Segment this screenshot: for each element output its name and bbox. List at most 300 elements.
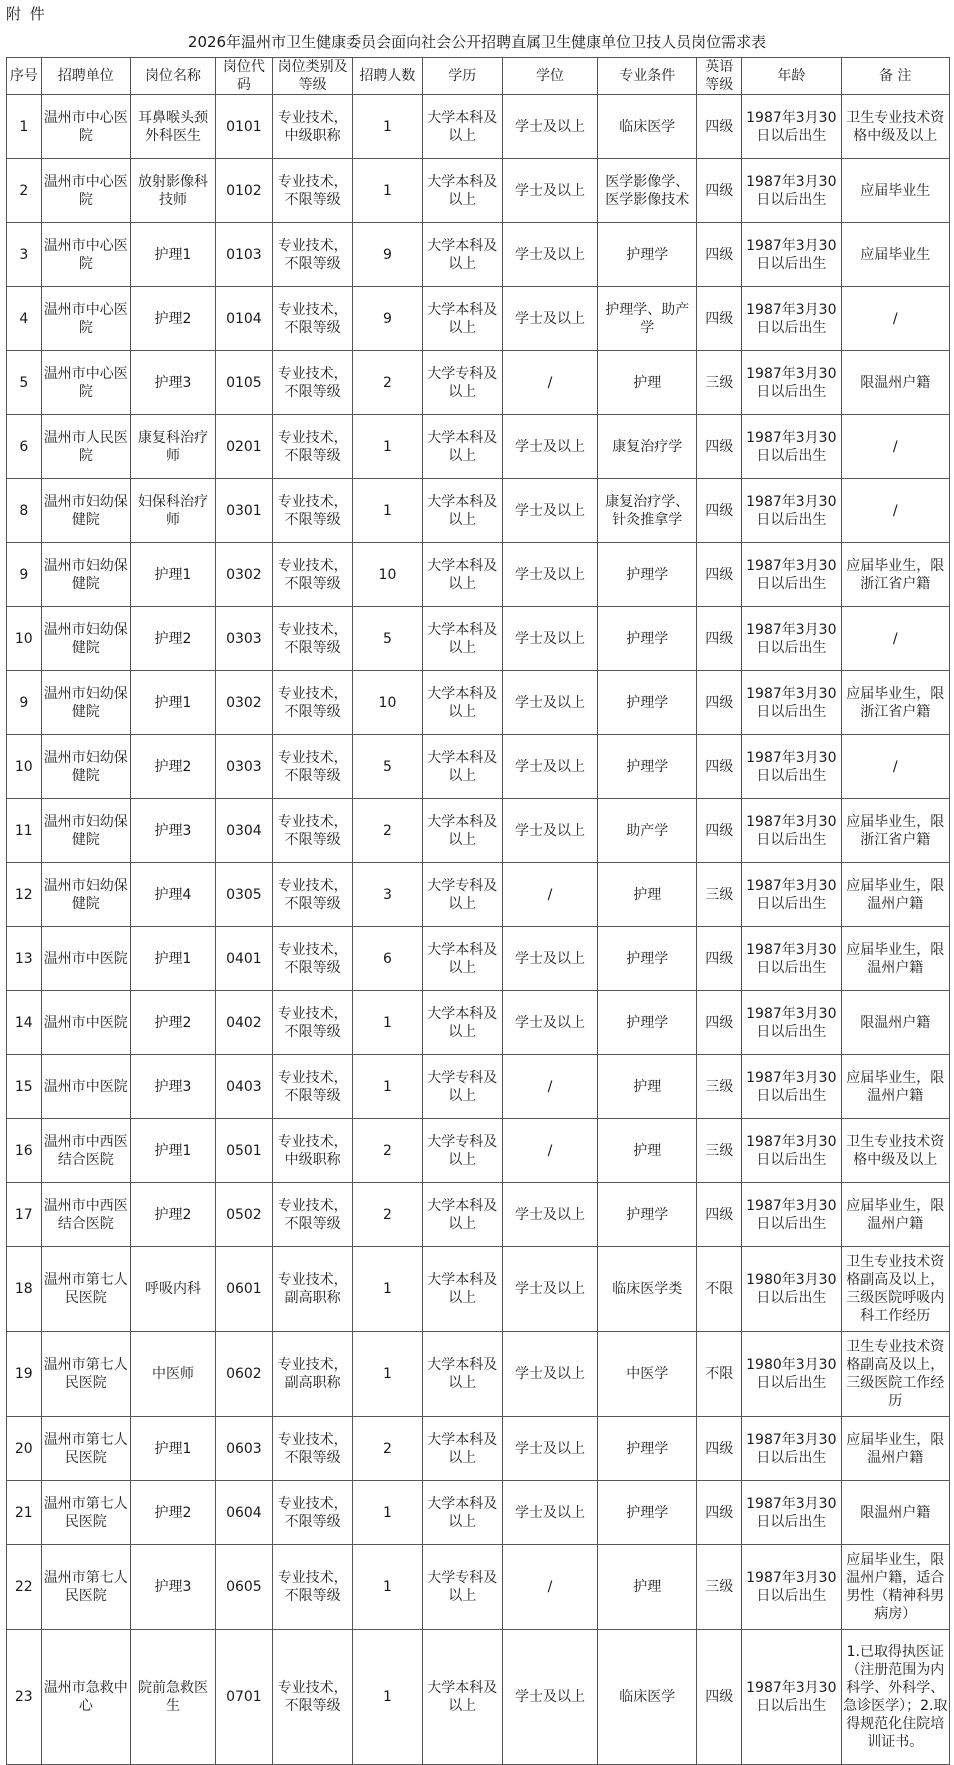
header-cell: 专业条件	[597, 58, 696, 95]
degree-cell: 学士及以上	[503, 927, 598, 991]
position-code-cell: 0501	[215, 1119, 272, 1183]
position-code-cell: 0304	[215, 799, 272, 863]
age-requirement-cell: 1987年3月30日以后出生	[742, 1183, 841, 1247]
age-requirement-cell: 1987年3月30日以后出生	[742, 479, 841, 543]
position-code-cell: 0303	[215, 607, 272, 671]
remarks-cell: /	[841, 479, 949, 543]
table-row	[7, 543, 950, 607]
row-number-cell: 12	[7, 863, 42, 927]
remarks-cell: 卫生专业技术资格中级及以上	[841, 1119, 949, 1183]
education-cell: 大学本科及以上	[422, 1417, 502, 1481]
age-requirement-cell: 1987年3月30日以后出生	[742, 223, 841, 287]
hiring-count-cell: 9	[353, 287, 422, 351]
hiring-unit-cell: 温州市第七人民医院	[41, 1247, 130, 1332]
remarks-cell: 限温州户籍	[841, 1481, 949, 1545]
remarks-cell: 卫生专业技术资格副高及以上，三级医院呼吸内科工作经历	[841, 1247, 949, 1332]
degree-cell: /	[503, 1119, 598, 1183]
header-cell: 学位	[503, 58, 598, 95]
row-number-cell: 6	[7, 415, 42, 479]
age-requirement-cell: 1987年3月30日以后出生	[742, 543, 841, 607]
position-category-cell: 专业技术，不限等级	[272, 1417, 352, 1481]
hiring-count-cell: 2	[353, 1183, 422, 1247]
age-requirement-cell: 1987年3月30日以后出生	[742, 1055, 841, 1119]
position-code-cell: 0105	[215, 351, 272, 415]
major-requirement-cell: 康复治疗学	[597, 415, 696, 479]
row-number-cell: 4	[7, 287, 42, 351]
row-number-cell: 10	[7, 735, 42, 799]
hiring-count-cell: 2	[353, 799, 422, 863]
position-category-cell: 专业技术，不限等级	[272, 671, 352, 735]
english-level-cell: 四级	[697, 927, 742, 991]
position-category-cell: 专业技术，中级职称	[272, 95, 352, 159]
position-code-cell: 0701	[215, 1630, 272, 1765]
degree-cell: 学士及以上	[503, 607, 598, 671]
position-name-cell: 中医师	[131, 1332, 216, 1417]
english-level-cell: 三级	[697, 1545, 742, 1630]
hiring-unit-cell: 温州市第七人民医院	[41, 1332, 130, 1417]
hiring-unit-cell: 温州市妇幼保健院	[41, 671, 130, 735]
education-cell: 大学专科及以上	[422, 863, 502, 927]
education-cell: 大学本科及以上	[422, 735, 502, 799]
position-name-cell: 护理1	[131, 671, 216, 735]
job-requirements-table	[6, 57, 950, 1765]
row-number-cell: 3	[7, 223, 42, 287]
position-code-cell: 0201	[215, 415, 272, 479]
education-cell: 大学本科及以上	[422, 95, 502, 159]
english-level-cell: 四级	[697, 1481, 742, 1545]
english-level-cell: 四级	[697, 287, 742, 351]
major-requirement-cell: 护理学	[597, 1183, 696, 1247]
position-category-cell: 专业技术，不限等级	[272, 351, 352, 415]
remarks-cell: /	[841, 415, 949, 479]
major-requirement-cell: 护理学	[597, 927, 696, 991]
position-name-cell: 院前急救医生	[131, 1630, 216, 1765]
english-level-cell: 四级	[697, 1630, 742, 1765]
major-requirement-cell: 护理学	[597, 1417, 696, 1481]
position-code-cell: 0301	[215, 479, 272, 543]
table-row	[7, 159, 950, 223]
education-cell: 大学本科及以上	[422, 415, 502, 479]
remarks-cell: 应届毕业生，限温州户籍，适合男性（精神科男病房）	[841, 1545, 949, 1630]
table-row	[7, 95, 950, 159]
table-body	[7, 95, 950, 1765]
table-row	[7, 1481, 950, 1545]
table-row	[7, 479, 950, 543]
remarks-cell: 应届毕业生，限温州户籍	[841, 1055, 949, 1119]
remarks-cell: /	[841, 735, 949, 799]
age-requirement-cell: 1987年3月30日以后出生	[742, 735, 841, 799]
remarks-cell: 应届毕业生	[841, 159, 949, 223]
hiring-unit-cell: 温州市第七人民医院	[41, 1545, 130, 1630]
major-requirement-cell: 护理	[597, 1545, 696, 1630]
position-code-cell: 0601	[215, 1247, 272, 1332]
row-number-cell: 17	[7, 1183, 42, 1247]
hiring-count-cell: 5	[353, 607, 422, 671]
english-level-cell: 四级	[697, 671, 742, 735]
degree-cell: 学士及以上	[503, 799, 598, 863]
major-requirement-cell: 助产学	[597, 799, 696, 863]
row-number-cell: 13	[7, 927, 42, 991]
major-requirement-cell: 护理学、助产学	[597, 287, 696, 351]
position-name-cell: 护理3	[131, 799, 216, 863]
position-name-cell: 放射影像科技师	[131, 159, 216, 223]
education-cell: 大学本科及以上	[422, 927, 502, 991]
major-requirement-cell: 护理学	[597, 607, 696, 671]
position-code-cell: 0302	[215, 543, 272, 607]
row-number-cell: 8	[7, 479, 42, 543]
position-category-cell: 专业技术，不限等级	[272, 415, 352, 479]
education-cell: 大学专科及以上	[422, 1119, 502, 1183]
english-level-cell: 四级	[697, 1417, 742, 1481]
age-requirement-cell: 1987年3月30日以后出生	[742, 287, 841, 351]
position-code-cell: 0402	[215, 991, 272, 1055]
degree-cell: /	[503, 1545, 598, 1630]
age-requirement-cell: 1987年3月30日以后出生	[742, 1119, 841, 1183]
hiring-unit-cell: 温州市急救中心	[41, 1630, 130, 1765]
row-number-cell: 21	[7, 1481, 42, 1545]
position-code-cell: 0403	[215, 1055, 272, 1119]
hiring-count-cell: 9	[353, 223, 422, 287]
hiring-count-cell: 1	[353, 1247, 422, 1332]
major-requirement-cell: 医学影像学、医学影像技术	[597, 159, 696, 223]
remarks-cell: /	[841, 287, 949, 351]
remarks-cell: 应届毕业生，限温州户籍	[841, 863, 949, 927]
degree-cell: 学士及以上	[503, 543, 598, 607]
hiring-unit-cell: 温州市妇幼保健院	[41, 735, 130, 799]
position-code-cell: 0104	[215, 287, 272, 351]
table-row	[7, 1545, 950, 1630]
age-requirement-cell: 1987年3月30日以后出生	[742, 1545, 841, 1630]
education-cell: 大学本科及以上	[422, 543, 502, 607]
hiring-count-cell: 10	[353, 543, 422, 607]
age-requirement-cell: 1987年3月30日以后出生	[742, 863, 841, 927]
position-category-cell: 专业技术，不限等级	[272, 927, 352, 991]
header-cell: 备 注	[841, 58, 949, 95]
hiring-unit-cell: 温州市妇幼保健院	[41, 479, 130, 543]
remarks-cell: 限温州户籍	[841, 991, 949, 1055]
position-code-cell: 0502	[215, 1183, 272, 1247]
age-requirement-cell: 1987年3月30日以后出生	[742, 671, 841, 735]
english-level-cell: 四级	[697, 991, 742, 1055]
age-requirement-cell: 1987年3月30日以后出生	[742, 927, 841, 991]
position-code-cell: 0305	[215, 863, 272, 927]
position-code-cell: 0101	[215, 95, 272, 159]
row-number-cell: 23	[7, 1630, 42, 1765]
header-cell: 英语等级	[697, 58, 742, 95]
education-cell: 大学本科及以上	[422, 1247, 502, 1332]
position-name-cell: 护理1	[131, 927, 216, 991]
major-requirement-cell: 中医学	[597, 1332, 696, 1417]
major-requirement-cell: 临床医学类	[597, 1247, 696, 1332]
hiring-count-cell: 2	[353, 1417, 422, 1481]
position-category-cell: 专业技术，不限等级	[272, 543, 352, 607]
major-requirement-cell: 护理学	[597, 543, 696, 607]
hiring-unit-cell: 温州市中医院	[41, 1055, 130, 1119]
hiring-unit-cell: 温州市中心医院	[41, 287, 130, 351]
header-cell: 招聘人数	[353, 58, 422, 95]
table-row	[7, 351, 950, 415]
row-number-cell: 20	[7, 1417, 42, 1481]
english-level-cell: 四级	[697, 735, 742, 799]
header-cell: 岗位类别及等级	[272, 58, 352, 95]
age-requirement-cell: 1987年3月30日以后出生	[742, 991, 841, 1055]
position-category-cell: 专业技术，不限等级	[272, 607, 352, 671]
education-cell: 大学专科及以上	[422, 1545, 502, 1630]
major-requirement-cell: 护理学	[597, 735, 696, 799]
hiring-count-cell: 1	[353, 415, 422, 479]
english-level-cell: 三级	[697, 1119, 742, 1183]
hiring-count-cell: 2	[353, 1119, 422, 1183]
hiring-count-cell: 5	[353, 735, 422, 799]
major-requirement-cell: 康复治疗学、针灸推拿学	[597, 479, 696, 543]
age-requirement-cell: 1980年3月30日以后出生	[742, 1247, 841, 1332]
position-category-cell: 专业技术，中级职称	[272, 1119, 352, 1183]
degree-cell: 学士及以上	[503, 1183, 598, 1247]
position-code-cell: 0103	[215, 223, 272, 287]
position-code-cell: 0303	[215, 735, 272, 799]
position-code-cell: 0603	[215, 1417, 272, 1481]
hiring-count-cell: 3	[353, 863, 422, 927]
hiring-count-cell: 1	[353, 95, 422, 159]
degree-cell: /	[503, 1055, 598, 1119]
degree-cell: /	[503, 863, 598, 927]
hiring-count-cell: 1	[353, 159, 422, 223]
position-code-cell: 0102	[215, 159, 272, 223]
english-level-cell: 四级	[697, 95, 742, 159]
education-cell: 大学本科及以上	[422, 1630, 502, 1765]
header-cell: 序号	[7, 58, 42, 95]
degree-cell: 学士及以上	[503, 1417, 598, 1481]
position-name-cell: 护理1	[131, 223, 216, 287]
education-cell: 大学本科及以上	[422, 479, 502, 543]
position-name-cell: 护理3	[131, 1545, 216, 1630]
remarks-cell: 应届毕业生，限温州户籍	[841, 927, 949, 991]
remarks-cell: /	[841, 607, 949, 671]
table-row	[7, 863, 950, 927]
degree-cell: /	[503, 351, 598, 415]
english-level-cell: 三级	[697, 351, 742, 415]
position-category-cell: 专业技术，不限等级	[272, 1545, 352, 1630]
hiring-unit-cell: 温州市第七人民医院	[41, 1417, 130, 1481]
education-cell: 大学本科及以上	[422, 159, 502, 223]
education-cell: 大学本科及以上	[422, 991, 502, 1055]
education-cell: 大学本科及以上	[422, 1481, 502, 1545]
row-number-cell: 1	[7, 95, 42, 159]
education-cell: 大学本科及以上	[422, 223, 502, 287]
row-number-cell: 15	[7, 1055, 42, 1119]
position-category-cell: 专业技术，不限等级	[272, 1183, 352, 1247]
remarks-cell: 应届毕业生，限温州户籍	[841, 1417, 949, 1481]
hiring-unit-cell: 温州市中医院	[41, 991, 130, 1055]
table-row	[7, 223, 950, 287]
hiring-count-cell: 1	[353, 1481, 422, 1545]
remarks-cell: 应届毕业生，限浙江省户籍	[841, 671, 949, 735]
table-row	[7, 415, 950, 479]
row-number-cell: 19	[7, 1332, 42, 1417]
position-name-cell: 护理1	[131, 543, 216, 607]
english-level-cell: 四级	[697, 159, 742, 223]
remarks-cell: 应届毕业生，限温州户籍	[841, 1183, 949, 1247]
english-level-cell: 三级	[697, 1055, 742, 1119]
table-row	[7, 287, 950, 351]
education-cell: 大学本科及以上	[422, 287, 502, 351]
hiring-count-cell: 1	[353, 479, 422, 543]
english-level-cell: 四级	[697, 607, 742, 671]
major-requirement-cell: 护理	[597, 351, 696, 415]
position-category-cell: 专业技术，不限等级	[272, 799, 352, 863]
position-category-cell: 专业技术，副高职称	[272, 1247, 352, 1332]
remarks-cell: 应届毕业生，限浙江省户籍	[841, 543, 949, 607]
position-name-cell: 护理1	[131, 1119, 216, 1183]
header-cell: 岗位名称	[131, 58, 216, 95]
position-name-cell: 护理2	[131, 735, 216, 799]
education-cell: 大学专科及以上	[422, 351, 502, 415]
major-requirement-cell: 护理	[597, 863, 696, 927]
hiring-count-cell: 2	[353, 351, 422, 415]
position-category-cell: 专业技术，不限等级	[272, 479, 352, 543]
english-level-cell: 四级	[697, 799, 742, 863]
header-cell: 招聘单位	[41, 58, 130, 95]
age-requirement-cell: 1987年3月30日以后出生	[742, 351, 841, 415]
position-name-cell: 护理2	[131, 607, 216, 671]
header-cell: 年龄	[742, 58, 841, 95]
header-cell: 学历	[422, 58, 502, 95]
major-requirement-cell: 护理	[597, 1119, 696, 1183]
hiring-unit-cell: 温州市中心医院	[41, 223, 130, 287]
table-row	[7, 1119, 950, 1183]
position-category-cell: 专业技术，不限等级	[272, 1481, 352, 1545]
major-requirement-cell: 护理学	[597, 671, 696, 735]
table-row	[7, 991, 950, 1055]
english-level-cell: 三级	[697, 863, 742, 927]
major-requirement-cell: 护理	[597, 1055, 696, 1119]
row-number-cell: 16	[7, 1119, 42, 1183]
degree-cell: 学士及以上	[503, 1247, 598, 1332]
english-level-cell: 不限	[697, 1247, 742, 1332]
remarks-cell: 卫生专业技术资格中级及以上	[841, 95, 949, 159]
position-code-cell: 0604	[215, 1481, 272, 1545]
major-requirement-cell: 临床医学	[597, 95, 696, 159]
position-name-cell: 护理3	[131, 1055, 216, 1119]
table-row	[7, 1417, 950, 1481]
table-row	[7, 607, 950, 671]
position-category-cell: 专业技术，不限等级	[272, 1055, 352, 1119]
degree-cell: 学士及以上	[503, 671, 598, 735]
hiring-count-cell: 6	[353, 927, 422, 991]
row-number-cell: 14	[7, 991, 42, 1055]
english-level-cell: 四级	[697, 415, 742, 479]
degree-cell: 学士及以上	[503, 1630, 598, 1765]
position-name-cell: 妇保科治疗师	[131, 479, 216, 543]
english-level-cell: 四级	[697, 543, 742, 607]
degree-cell: 学士及以上	[503, 415, 598, 479]
position-name-cell: 护理3	[131, 351, 216, 415]
degree-cell: 学士及以上	[503, 735, 598, 799]
position-name-cell: 护理2	[131, 1481, 216, 1545]
row-number-cell: 2	[7, 159, 42, 223]
position-category-cell: 专业技术，不限等级	[272, 991, 352, 1055]
row-number-cell: 22	[7, 1545, 42, 1630]
position-name-cell: 护理2	[131, 991, 216, 1055]
row-number-cell: 18	[7, 1247, 42, 1332]
age-requirement-cell: 1980年3月30日以后出生	[742, 1332, 841, 1417]
hiring-unit-cell: 温州市中西医结合医院	[41, 1183, 130, 1247]
hiring-unit-cell: 温州市中医院	[41, 927, 130, 991]
major-requirement-cell: 护理学	[597, 223, 696, 287]
position-name-cell: 耳鼻喉头颈外科医生	[131, 95, 216, 159]
degree-cell: 学士及以上	[503, 159, 598, 223]
hiring-unit-cell: 温州市第七人民医院	[41, 1481, 130, 1545]
hiring-unit-cell: 温州市妇幼保健院	[41, 863, 130, 927]
position-category-cell: 专业技术，不限等级	[272, 287, 352, 351]
hiring-count-cell: 1	[353, 1545, 422, 1630]
hiring-unit-cell: 温州市妇幼保健院	[41, 543, 130, 607]
hiring-count-cell: 10	[353, 671, 422, 735]
remarks-cell: 应届毕业生，限浙江省户籍	[841, 799, 949, 863]
hiring-unit-cell: 温州市中心医院	[41, 351, 130, 415]
position-name-cell: 护理2	[131, 287, 216, 351]
row-number-cell: 9	[7, 543, 42, 607]
table-row	[7, 1055, 950, 1119]
header-cell: 岗位代码	[215, 58, 272, 95]
position-category-cell: 专业技术，不限等级	[272, 1630, 352, 1765]
hiring-count-cell: 1	[353, 1332, 422, 1417]
english-level-cell: 不限	[697, 1332, 742, 1417]
hiring-count-cell: 1	[353, 1630, 422, 1765]
table-row	[7, 1183, 950, 1247]
degree-cell: 学士及以上	[503, 287, 598, 351]
degree-cell: 学士及以上	[503, 95, 598, 159]
position-name-cell: 护理1	[131, 1417, 216, 1481]
remarks-cell: 卫生专业技术资格副高及以上，三级医院工作经历	[841, 1332, 949, 1417]
major-requirement-cell: 护理学	[597, 1481, 696, 1545]
hiring-unit-cell: 温州市中心医院	[41, 95, 130, 159]
row-number-cell: 10	[7, 607, 42, 671]
position-code-cell: 0302	[215, 671, 272, 735]
english-level-cell: 四级	[697, 1183, 742, 1247]
hiring-unit-cell: 温州市中西医结合医院	[41, 1119, 130, 1183]
table-row	[7, 799, 950, 863]
remarks-cell: 应届毕业生	[841, 223, 949, 287]
age-requirement-cell: 1987年3月30日以后出生	[742, 799, 841, 863]
degree-cell: 学士及以上	[503, 1481, 598, 1545]
row-number-cell: 5	[7, 351, 42, 415]
remarks-cell: 1.已取得执医证（注册范围为内科学、外科学、急诊医学）；2.取得规范化住院培训证书。	[841, 1630, 949, 1765]
position-name-cell: 康复科治疗师	[131, 415, 216, 479]
position-name-cell: 呼吸内科	[131, 1247, 216, 1332]
remarks-cell: 限温州户籍	[841, 351, 949, 415]
degree-cell: 学士及以上	[503, 479, 598, 543]
table-row	[7, 1630, 950, 1765]
position-code-cell: 0602	[215, 1332, 272, 1417]
header-row	[7, 58, 950, 95]
age-requirement-cell: 1987年3月30日以后出生	[742, 159, 841, 223]
education-cell: 大学专科及以上	[422, 1055, 502, 1119]
position-code-cell: 0401	[215, 927, 272, 991]
position-code-cell: 0605	[215, 1545, 272, 1630]
position-category-cell: 专业技术，不限等级	[272, 735, 352, 799]
education-cell: 大学本科及以上	[422, 607, 502, 671]
hiring-unit-cell: 温州市中心医院	[41, 159, 130, 223]
position-category-cell: 专业技术，不限等级	[272, 159, 352, 223]
hiring-unit-cell: 温州市人民医院	[41, 415, 130, 479]
position-category-cell: 专业技术，不限等级	[272, 863, 352, 927]
age-requirement-cell: 1987年3月30日以后出生	[742, 607, 841, 671]
age-requirement-cell: 1987年3月30日以后出生	[742, 1417, 841, 1481]
major-requirement-cell: 临床医学	[597, 1630, 696, 1765]
age-requirement-cell: 1987年3月30日以后出生	[742, 1481, 841, 1545]
english-level-cell: 四级	[697, 479, 742, 543]
